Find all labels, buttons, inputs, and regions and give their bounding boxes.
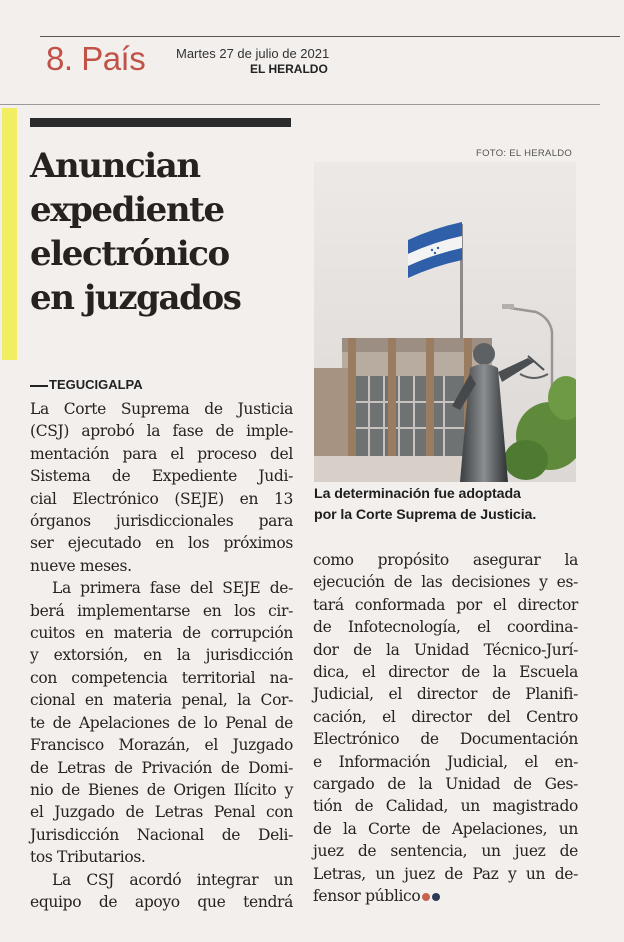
body-line: cional en materia penal, la Cor- [30,691,293,710]
body-line: Electrónico de Documentación [313,730,578,749]
issue-date: Martes 27 de julio de 2021 [176,46,330,61]
body-line: Judicial, el director de Planifi- [313,685,578,704]
photo-credit: FOTO: EL HERALDO [476,148,573,159]
body-line: el Juzgado de Letras Penal con [30,803,293,822]
header-rule [0,104,600,105]
body-line: con competencia territorial na- [30,668,293,687]
body-line: e Información Judicial, el en- [313,752,578,771]
body-line: Jurisdicción Nacional de Deli- [30,825,293,844]
caption-line: por la Corte Suprema de Justicia. [314,507,537,523]
body-line: La Corte Suprema de Justicia [30,400,293,418]
body-line-text: fensor público [313,887,421,906]
news-photo [314,162,576,482]
end-mark-dot [422,893,430,901]
body-line: dica, el director de la Escuela [313,663,578,682]
headline-line: expediente [30,190,224,230]
section-label: 8. País [46,40,146,77]
body-line: ejecución de las decisiones y es- [313,573,578,592]
headline-line: en juzgados [30,278,241,318]
body-line: cuitos en materia de corrupción [30,624,293,643]
dateline-text: TEGUCIGALPA [49,377,143,392]
body-line: La primera fase del SEJE de- [52,579,293,598]
dateline [30,377,143,392]
headline [30,144,310,320]
body-line: (CSJ) aprobó la fase de imple- [30,422,293,441]
highlighter-mark [2,108,17,360]
body-line: tos Tributarios. [30,848,146,867]
body-line: nio de Bienes de Origen Ilícito y [30,780,293,799]
body-line: dor de la Unidad Técnico-Jurí- [313,640,578,659]
end-mark-dot [432,893,440,901]
body-line: cación, el director del Centro [313,707,578,726]
body-line: berá implementarse en los cir- [30,601,293,620]
article-column-1 [30,398,293,913]
headline-bar [30,118,291,127]
body-line: tará conformada por el director [313,595,578,614]
body-line: equipo de apoyo que tendrá [30,892,293,911]
body-line: órganos jurisdiccionales para [30,512,293,531]
body-line: te de Apelaciones de lo Penal de [30,713,293,732]
article-column-2 [313,549,578,908]
dateline-dash [30,385,48,387]
body-line: tión de Calidad, un magistrado [313,797,578,816]
body-line: Sistema de Expediente Judi- [30,467,293,486]
body-line: juez de sentencia, un juez de [313,842,578,861]
body-line: nueve meses. [30,556,132,575]
paper-name: EL HERALDO [250,62,328,76]
body-line: de la Corte de Apelaciones, un [313,819,578,838]
body-line: cial Electrónico (SEJE) en 13 [30,489,293,508]
body-line: cargado de la Unidad de Ges- [313,775,578,794]
body-line: mentación para el proceso del [30,444,293,463]
top-rule [40,36,620,37]
body-line: Letras, un juez de Paz y un de- [313,864,578,883]
headline-line: Anuncian [30,146,200,186]
photo-caption [314,484,584,526]
body-line: como propósito asegurar la [313,551,578,569]
body-line: y extorsión, en la jurisdicción [30,646,293,665]
body-line: de Letras de Privación de Domi- [30,758,293,777]
body-line: La CSJ acordó integrar un [52,870,293,889]
body-line: ser ejecutado en los próximos [30,534,293,553]
caption-line: La determinación fue adoptada [314,486,521,502]
body-line: de Infotecnología, el coordina- [313,618,578,637]
body-line-last [313,885,578,907]
headline-line: electrónico [30,234,229,274]
body-line: Francisco Morazán, el Juzgado [30,736,293,755]
